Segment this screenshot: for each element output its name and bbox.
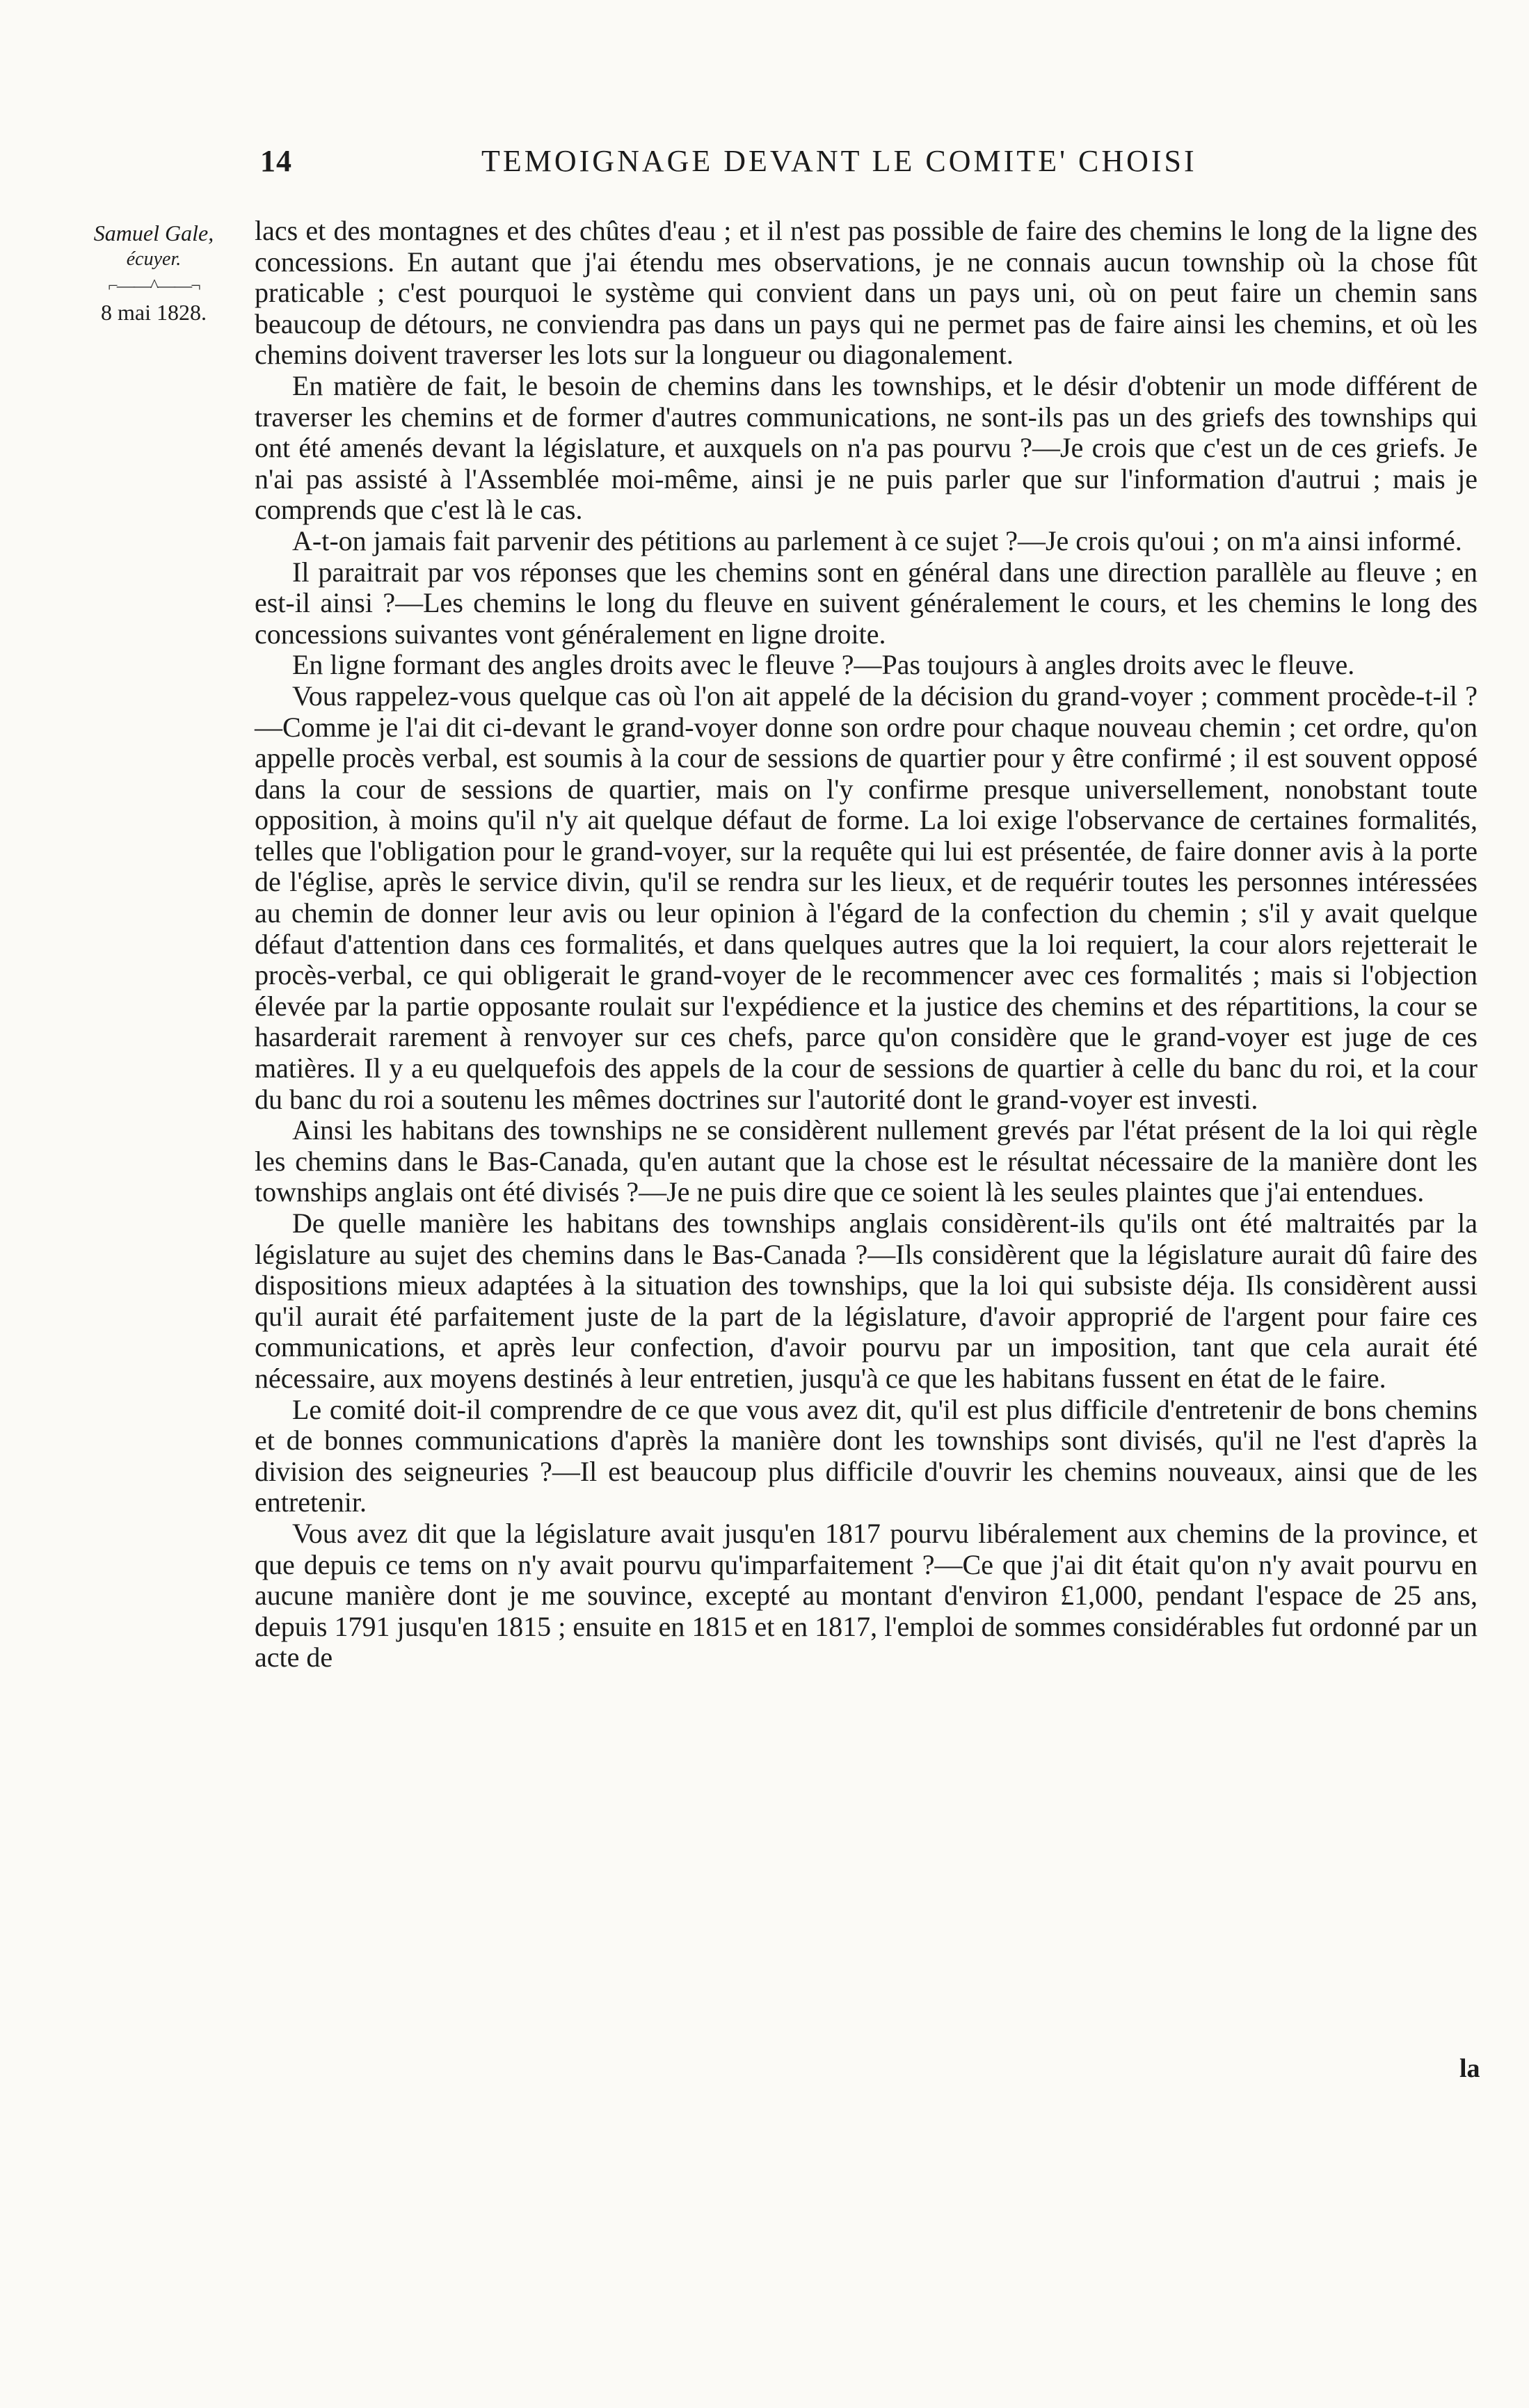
paragraph: Vous rappelez-vous quelque cas où l'on ait appelé de la décision du grand-voyer ; comment procède-t-il ?—Comme je l'ai dit ci-devant le grand-voyer donne son ordre pour chaque nouveau chemin ; cet ordre, qu'on appelle procès verbal, est soumis à la cour de sessions de quartier pour y être confirmé ; il est souvent opposé dans la cour de sessions de quartier, mais on l'y confirme presque universellement, nonobstant toute opposition, à moins qu'il n'y ait quelque défaut de forme. La loi exige l'observance de certaines formalités, telles que l'obligation pour le grand-voyer, sur la requête qui lui est présentée, de faire donner avis à la porte de l'église, après le service divin, qu'il se rendra sur les lieux, et de requérir toutes les personnes intéressées au chemin de donner leur avis ou leur opinion à l'égard de la confection du chemin ; s'il y avait quelque défaut d'attention dans ces formalités, et dans quelques autres que la loi requiert, la cour alors rejetterait le procès-verbal, ce qui obligerait le grand-voyer de le recommencer avec ces formalités ; mais si l'objection élevée par la partie opposante roulait sur l'expédience et la justice des chemins et des répartitions, la cour se hasarderait rarement à renvoyer sur ces chefs, parce qu'on considère que le grand-voyer est juge de ces matières. Il y a eu quelquefois des appels de la cour de sessions de quartier à celle du banc du roi, et la cour du banc du roi a soutenu les mêmes doctrines sur l'autorité dont le grand-voyer est investi. bbox=[255, 680, 1478, 1115]
paragraph: Vous avez dit que la législature avait jusqu'en 1817 pourvu libéralement aux chemins de la province, et que depuis ce tems on n'y avait pourvu qu'imparfaitement ?—Ce que j'ai dit était qu'on n'y avait pourvu en aucune manière dont je me souvince, excepté au montant d'environ £1,000, pendant l'espace de 25 ans, depuis 1791 jusqu'en 1815 ; ensuite en 1815 et en 1817, l'emploi de sommes considérables fut ordonné par un acte de bbox=[255, 1517, 1478, 1673]
running-title: TEMOIGNAGE DEVANT LE COMITE' CHOISI bbox=[481, 144, 1197, 178]
witness-title: écuyer. bbox=[126, 248, 182, 270]
paragraph: En ligne formant des angles droits avec le fleuve ?—Pas toujours à angles droits avec le fleuve. bbox=[292, 649, 1355, 681]
margin-note bbox=[67, 220, 241, 326]
catchword: la bbox=[1459, 2054, 1480, 2083]
margin-brace: ⌐——^——¬ bbox=[108, 275, 200, 296]
body-text bbox=[255, 216, 1478, 1673]
paragraph: A-t-on jamais fait parvenir des pétitions au parlement à ce sujet ?—Je crois qu'oui ; on m'a ainsi informé. bbox=[292, 524, 1462, 556]
witness-name: Samuel Gale, bbox=[93, 220, 214, 246]
paragraph: De quelle manière les habitans des townships anglais considèrent-ils qu'ils ont été maltraités par la législature au sujet des chemins dans le Bas-Canada ?—Ils considèrent que la législature aurait dû faire des dispositions mieux adaptées à la situation des townships, que la loi qui subsiste déja. Ils considèrent aussi qu'il aurait été parfaitement juste de la part de la législature, d'avoir approprié de l'argent pour faire ces communications, et après leur confection, d'avoir pourvu par un imposition, tant que cela aurait été nécessaire, aux moyens destinés à leur entretien, jusqu'à ce que les habitans fussent en état de le faire. bbox=[255, 1207, 1478, 1394]
page-number: 14 bbox=[260, 144, 292, 178]
paragraph: Il paraitrait par vos réponses que les chemins sont en général dans une direction parallèle au fleuve ; en est-il ainsi ?—Les chemins le long du fleuve en suivent généralement le cours, et les chemins le long des concessions suivantes vont généralement en ligne droite. bbox=[255, 556, 1478, 650]
paragraph: Ainsi les habitans des townships ne se considèrent nullement grevés par l'état présent de la loi qui règle les chemins dans le Bas-Canada, qu'en autant que la chose est le résultat nécessaire de la manière dont les townships anglais ont été divisés ?—Je ne puis dire que ce soient là les seules plaintes que j'ai entendues. bbox=[255, 1114, 1478, 1208]
page-header bbox=[250, 143, 1516, 185]
paragraph: Le comité doit-il comprendre de ce que vous avez dit, qu'il est plus difficile d'entretenir de bons chemins et de bonnes communications d'après la manière dont les townships sont divisés, qu'il ne l'est d'après la division des seigneuries ?—Il est beaucoup plus difficile d'ouvrir les chemins nouveaux, ainsi que de les entretenir. bbox=[255, 1393, 1478, 1518]
paragraph: lacs et des montagnes et des chûtes d'eau ; et il n'est pas possible de faire des chemins le long de la ligne des concessions. En autant que j'ai étendu mes observations, je ne connais aucun township où la chose fût praticable ; c'est pourquoi le système qui convient dans un pays uni, où on peut faire un chemin sans beaucoup de détours, ne conviendra pas dans un pays qui ne permet pas de faire ainsi les chemins, et où les chemins doivent traverser les lots sur la longueur ou diagonalement. bbox=[255, 215, 1478, 371]
testimony-date: 8 mai 1828. bbox=[101, 300, 207, 325]
paragraph: En matière de fait, le besoin de chemins dans les townships, et le désir d'obtenir un mode différent de traverser les chemins et de former d'autres communications, ne sont-ils pas un des griefs des townships qui ont été amenés devant la législature, et auxquels on n'a pas pourvu ?—Je crois que c'est un de ces griefs. Je n'ai pas assisté à l'Assemblée moi-même, ainsi je ne puis parler que sur l'information d'autrui ; mais je comprends que c'est là le cas. bbox=[255, 369, 1478, 526]
